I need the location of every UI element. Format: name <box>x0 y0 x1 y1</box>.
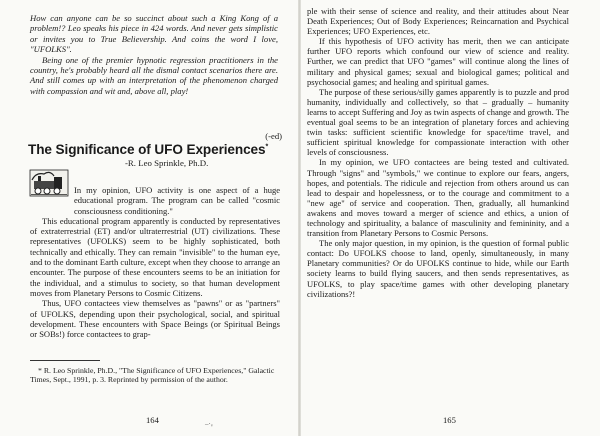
article-author: -R. Leo Sprinkle, Ph.D. <box>125 158 209 168</box>
article-title <box>28 142 268 157</box>
stray-mark: –·ᵥ <box>205 420 213 428</box>
footnote-text: * R. Leo Sprinkle, Ph.D., "The Significance of UFO Experiences," Galactic Times, Sept., 1991, p. 3. Reprinted by permission of the author. <box>30 366 275 385</box>
intro-paragraph: Being one of the premier hypnotic regression practitioners in the country, he's probably heard all the dismal contact scenarios there are. And still comes up with an interpretation of the phenomenon charged with compassion and wit and, above all, play! <box>30 54 278 96</box>
body-paragraph: In my opinion, UFO activity is one aspect of a huge educational program. The program can be called "cosmic consciousness conditioning." <box>74 185 280 216</box>
editor-intro <box>30 13 278 96</box>
footnote <box>30 366 278 385</box>
body-paragraph: The purpose of these serious/silly games apparently is to puzzle and prod humanity, individually and collectively, so that – gradually – humanity learns to accept Suffering and Joy as twin aspects of change and growth. The eventual goal seems to be an integration of planetary forces and achieving twin tasks: sufficient scientific knowledge for space/time travel, and sufficient spiritual knowledge for compassionate interaction with other levels of consciousness. <box>307 86 569 158</box>
article-body-left <box>30 185 280 339</box>
article-body-right <box>307 6 569 299</box>
article-title-text: The Significance of UFO Experiences <box>28 142 266 157</box>
body-paragraph: If this hypothesis of UFO activity has merit, then we can anticipate further UFO reports which confound our view of science and reality. Further, we can predict that UFO "games" will continue along the lines of military and physical games; sexual and biological games; political and psychosocial games; and healing and spiritual games. <box>307 36 569 87</box>
right-page <box>304 0 600 436</box>
page-number-right: 165 <box>443 415 456 425</box>
left-page <box>0 0 296 436</box>
footnote-rule <box>30 360 100 361</box>
intro-paragraph: How can anyone can be so succinct about such a King Kong of a problem!? Leo speaks his piece in 424 words. And never gets simplistic or invites you to True Believership. And coins the word I love, "UFOLKS". <box>30 13 278 55</box>
body-paragraph: In my opinion, we UFO contactees are being tested and cultivated. Through "signs" and "symbols," we continue to explore our fears, angers, hopes, and potentials. The ridicule and rejection from others around us can lead to despair and hopelessness, or to the courage and commitment to a "new age" of service and cooperation. Then, gradually, all humankind awakens and moves toward a merger of science and ethics, a union of technology and spirituality, a balance of masculinity and femininity, and a transition from Planetary Persons to Cosmic Persons. <box>307 157 569 239</box>
editor-mark: (-ed) <box>265 131 282 141</box>
page-number-left: 164 <box>146 415 159 425</box>
body-paragraph: ple with their sense of science and reality, and their attitudes about Near Death Experiences; Out of Body Experiences; Reincarnation and Psychical Experiences; UFO Experiences, etc. <box>307 6 569 37</box>
body-paragraph: Thus, UFO contactees view themselves as "pawns" or as "partners" of UFOLKS, depending upon their psychological, social, and spiritual development. These encounters with Space Beings (or Spiritual Beings or SOBs!) force contactees to grap- <box>30 298 280 340</box>
book-gutter <box>298 0 301 436</box>
title-footnote-marker: * <box>265 143 269 151</box>
body-paragraph: The only major question, in my opinion, is the question of formal public contact: Do UFOLKS choose to land, openly, simultaneously, in many Planetary communities? Or do UFOLKS continue to hide, while our Earth society learns to build flying saucers, and then sends representatives, as UFOLKS, to play space/time games with other developing planetary civilizations?! <box>307 238 569 299</box>
body-paragraph: This educational program apparently is conducted by representatives of extraterrestrial (ET) and/or ultraterrestrial (UT) civilizations. These representatives (UFOLKS) seem to be highly sophisticated, both technically and ethically. They can remain "invisible" to the human eye, and to the dominant Earth culture, except when they choose to arrange an encounter. The purpose of these encounters seems to be an initiation for the individual, and a stimulus to society, so that human development moves from Planetary Persons to Cosmic Citizens. <box>30 215 280 298</box>
